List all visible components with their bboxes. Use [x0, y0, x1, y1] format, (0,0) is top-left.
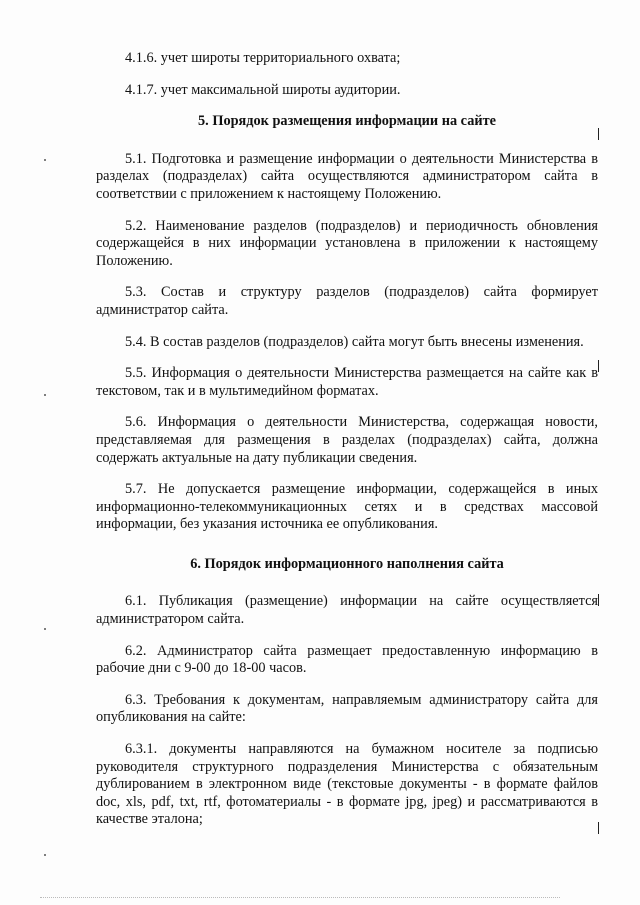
paragraph-5-7: 5.7. Не допускается размещение информации, содержащейся в иных информационно-телекоммуникационных сетях и в средствах массовой информации, без указания источника ее опубликования. [96, 481, 598, 533]
paragraph-6-3: 6.3. Требования к документам, направляемым администратору сайта для опубликования на сайте: [96, 691, 598, 726]
scan-mark [598, 822, 599, 834]
paragraph-6-2: 6.2. Администратор сайта размещает предоставленную информацию в рабочие дни с 9-00 до 18-00 часов. [96, 642, 598, 677]
section-6-heading: 6. Порядок информационного наполнения сайта [190, 555, 504, 572]
document-body [96, 50, 598, 843]
scan-bottom-edge [40, 897, 560, 899]
scan-speck [44, 394, 46, 396]
section-5-heading: 5. Порядок размещения информации на сайте [198, 113, 496, 130]
paragraph-6-1: 6.1. Публикация (размещение) информации на сайте осуществляется администратором сайта. [96, 593, 598, 628]
item-4-1-6: 4.1.6. учет широты территориального охвата; [125, 50, 401, 66]
scan-mark [598, 128, 599, 140]
paragraph-5-1: 5.1. Подготовка и размещение информации о деятельности Министерства в разделах (подразделах) сайта осуществляются администратором сайта в соответствии с приложением к настоящему Положению. [96, 150, 598, 202]
paragraph-5-4: 5.4. В состав разделов (подразделов) сайта могут быть внесены изменения. [125, 333, 584, 350]
scan-mark [598, 594, 599, 606]
paragraph-5-5: 5.5. Информация о деятельности Министерства размещается на сайте как в текстовом, так и в мультимедийном форматах. [96, 365, 598, 399]
paragraph-5-2: 5.2. Наименование разделов (подразделов) и периодичность обновления содержащейся в них информации установлена в приложении к настоящему Положению. [96, 217, 598, 269]
scan-mark [598, 360, 599, 372]
item-4-1-7: 4.1.7. учет максимальной широты аудитории. [125, 81, 401, 98]
scan-speck [44, 628, 46, 630]
scan-speck [44, 854, 46, 856]
paragraph-5-3: 5.3. Состав и структуру разделов (подразделов) сайта формирует администратор сайта. [96, 284, 598, 318]
paragraph-6-3-1: 6.3.1. документы направляются на бумажном носителе за подписью руководителя структурного подразделения Министерства с обязательным дублированием в электронном виде (текстовые документы - в формате файлов doc, xls, pdf, txt, rtf, фотоматериалы - в формате jpg, jpeg) и рассматриваются в качестве эталона; [96, 741, 598, 828]
scan-speck [44, 159, 46, 161]
paragraph-5-6: 5.6. Информация о деятельности Министерства, содержащая новости, представляемая для размещения в разделах (подразделах) сайта, должна содержать актуальные на дату публикации сведения. [96, 414, 598, 466]
